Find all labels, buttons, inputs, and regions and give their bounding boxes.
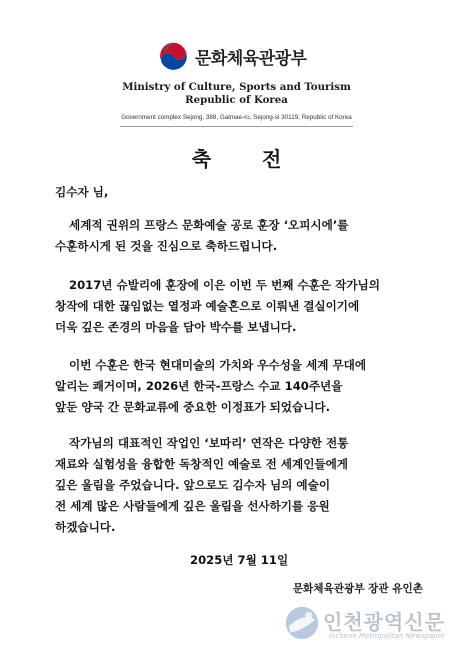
- header-divider: [120, 126, 353, 127]
- paragraph-line: 재료와 실험성을 융합한 독창적인 예술로 전 세계인들에게: [55, 457, 349, 471]
- paragraph-line: 앞둔 양국 간 문화교류에 중요한 이정표가 되었습니다.: [55, 400, 331, 414]
- document-title: 축 전: [191, 147, 304, 171]
- paragraph-line: 작가님의 대표적인 작업인 ‘보따리’ 연작은 다양한 전통: [69, 436, 349, 450]
- ministry-address: Government complex Sejong, 388, Galmae-ro, Sejong-si 30119, Republic of Korea: [121, 114, 352, 121]
- paragraph-line: 세계적 권위의 프랑스 문화예술 공로 훈장 ‘오피시에’를: [69, 218, 349, 232]
- paragraph-line: 더욱 깊은 존경의 마음을 담아 박수를 보냅니다.: [55, 320, 297, 334]
- globe-logo-icon: [283, 604, 321, 642]
- newspaper-watermark: [283, 604, 461, 648]
- letter-date: 2025년 7월 11일: [190, 553, 289, 567]
- signature-line: 문화체육관광부 장관 유인촌: [292, 583, 423, 595]
- paragraph-1: [55, 215, 425, 257]
- salutation: 김수자 님,: [55, 185, 109, 199]
- paragraph-2: [55, 275, 425, 338]
- ministry-korean-name: 문화체육관광부: [195, 48, 307, 69]
- paragraph-line: 이번 수훈은 한국 현대미술의 가치와 우수성을 세계 무대에: [69, 358, 367, 372]
- paragraph-line: 전 세계 많은 사람들에게 깊은 울림을 선사하기를 응원: [55, 499, 330, 513]
- paragraph-line: 수훈하시게 된 것을 진심으로 축하드립니다.: [55, 239, 278, 253]
- ministry-country: Republic of Korea: [185, 94, 288, 106]
- ministry-english-name: Ministry of Culture, Sports and Tourism: [122, 81, 351, 93]
- paragraph-line: 깊은 울림을 주었습니다. 앞으로도 김수자 님의 예술이: [55, 478, 331, 492]
- paragraph-line: 2017년 슈발리에 훈장에 이은 이번 두 번째 수훈은 작가님의: [69, 278, 380, 292]
- taegeuk-emblem-icon: [157, 40, 190, 73]
- ministry-logo: [157, 38, 306, 74]
- watermark-name: 인천광역신문: [323, 610, 445, 634]
- paragraph-line: 알리는 쾌거이며, 2026년 한국-프랑스 수교 140주년을: [55, 379, 343, 393]
- paragraph-line: 하겠습니다.: [55, 520, 116, 534]
- paragraph-3: [55, 355, 425, 418]
- paragraph-4: [55, 433, 425, 538]
- watermark-subtitle: Incheon Metropolitan Newspaper: [329, 632, 445, 640]
- paragraph-line: 창작에 대한 끊임없는 열정과 예술혼으로 이뤄낸 결실이기에: [55, 299, 360, 313]
